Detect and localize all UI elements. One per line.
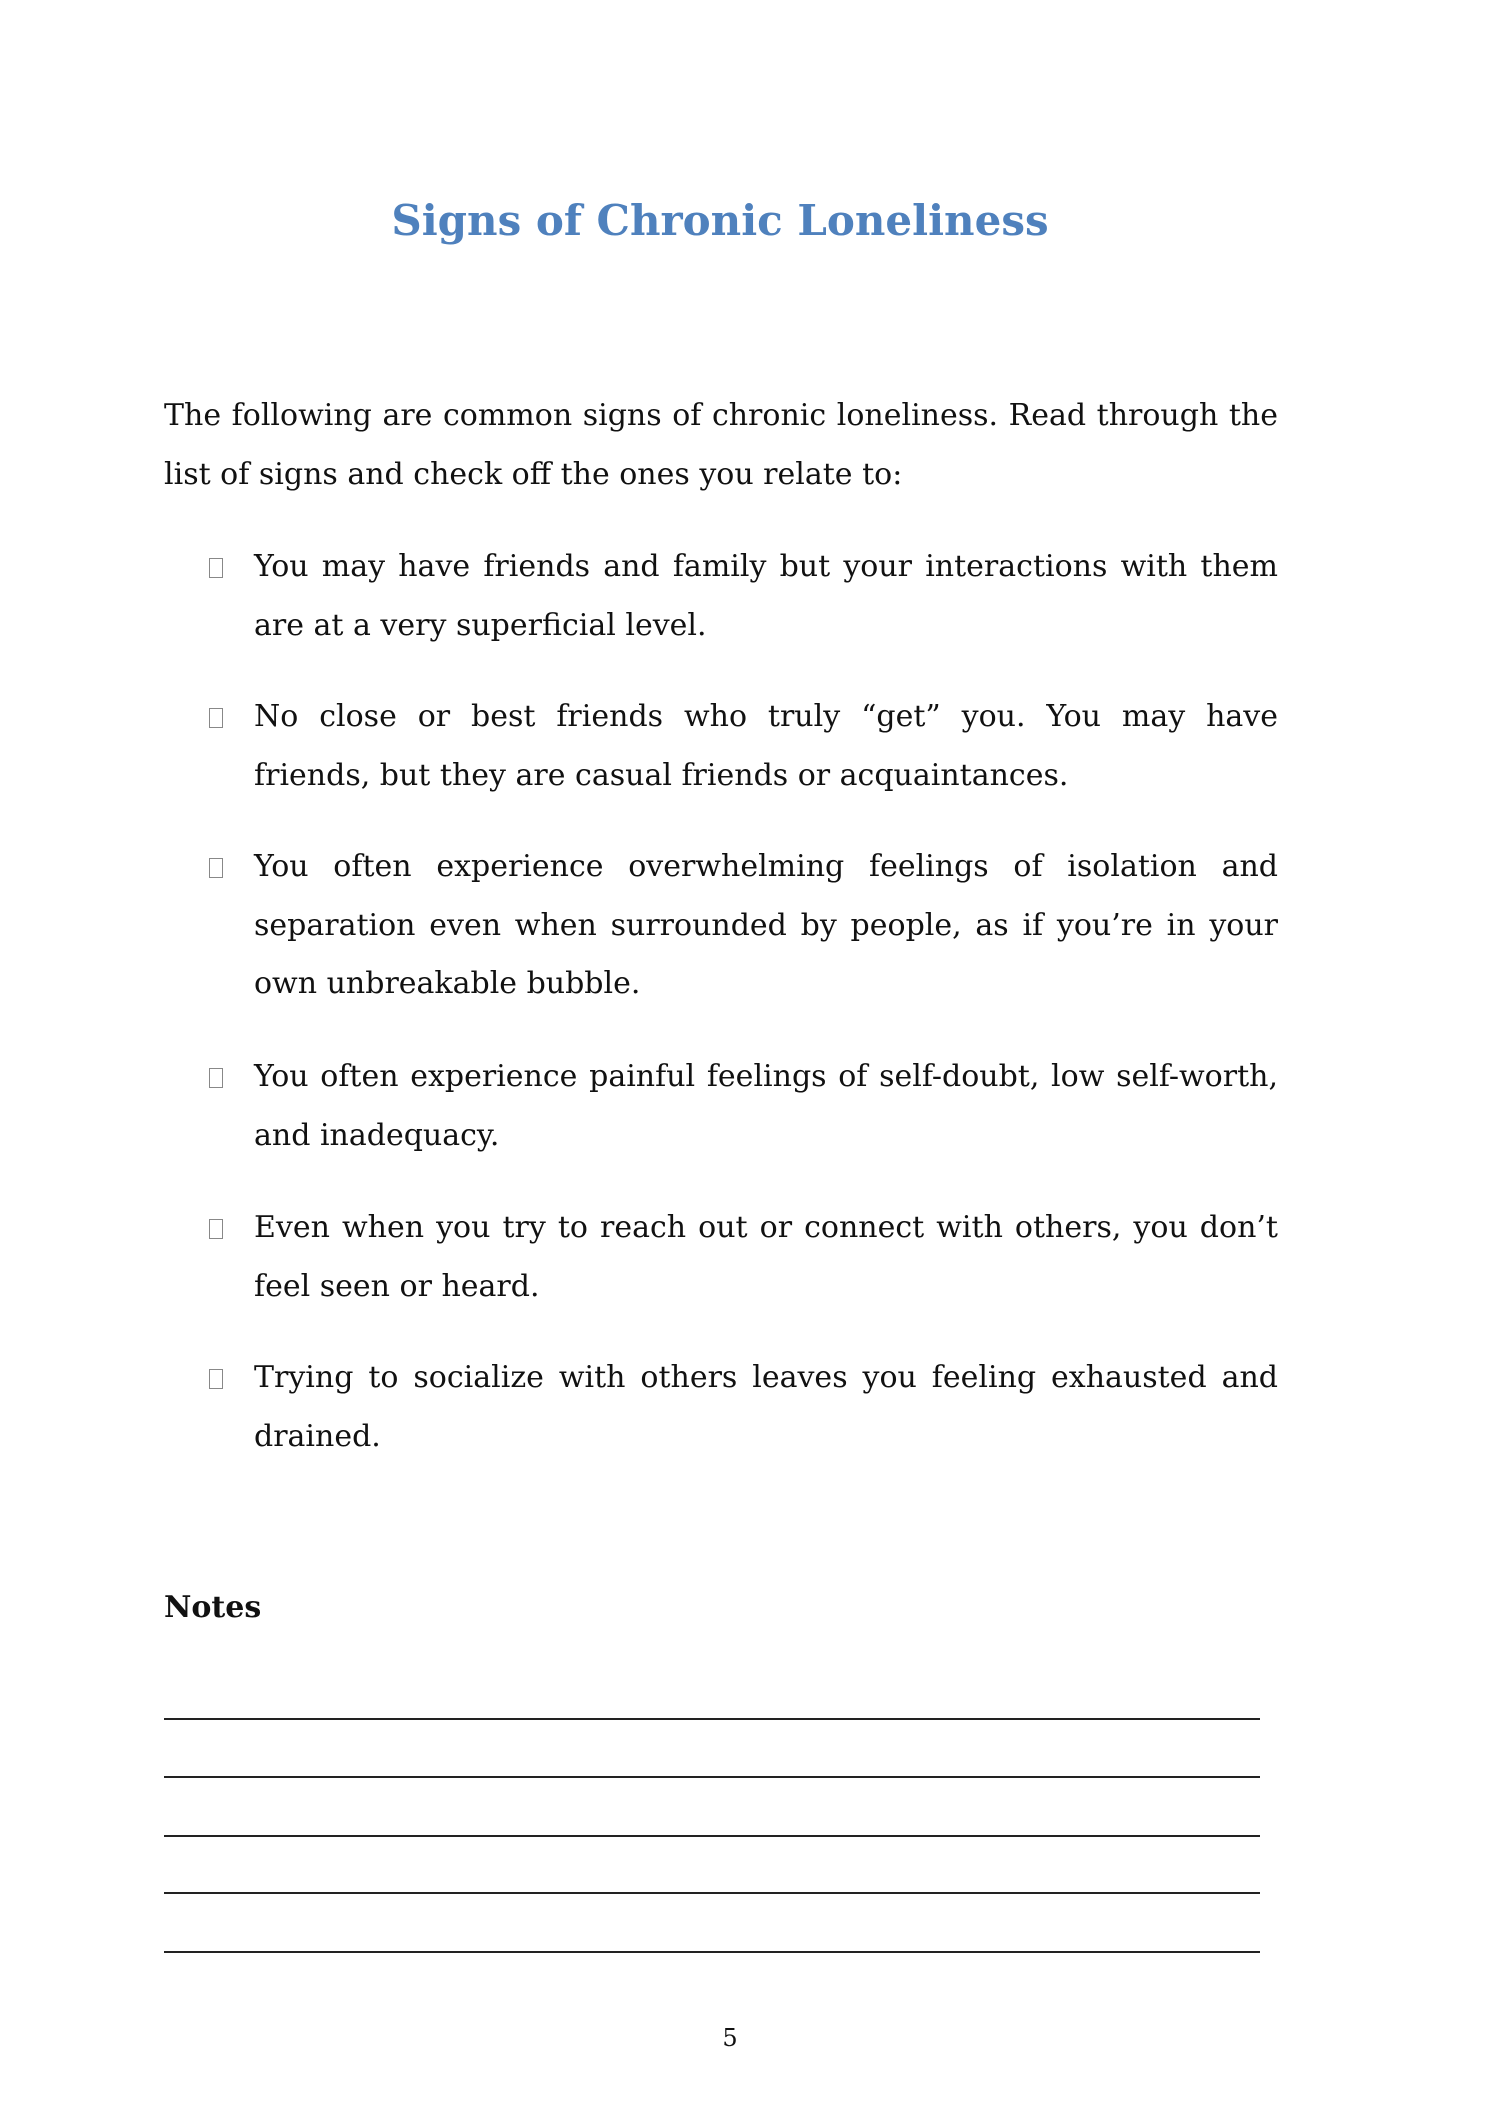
- notes-line[interactable]: [164, 1951, 1260, 1953]
- checkbox-icon[interactable]: [209, 1219, 223, 1239]
- notes-heading: Notes: [164, 1590, 262, 1625]
- page-title: Signs of Chronic Loneliness: [391, 196, 1049, 245]
- checklist-item-text: You often experience painful feelings of self-doubt, low self-worth, and inadequacy.: [254, 1059, 1278, 1153]
- checklist-item-text: No close or best friends who truly “get” you. You may have friends, but they are casual friends or acquaintances.: [254, 699, 1278, 793]
- checklist-item: [254, 1349, 1278, 1466]
- checkbox-icon[interactable]: [209, 708, 223, 728]
- checklist-item: [254, 1199, 1278, 1316]
- checklist-item: [254, 538, 1278, 655]
- checkbox-icon[interactable]: [209, 1068, 223, 1088]
- page-number: 5: [722, 2024, 738, 2052]
- notes-line[interactable]: [164, 1776, 1260, 1778]
- checklist-item: [254, 838, 1278, 1014]
- notes-line[interactable]: [164, 1718, 1260, 1720]
- checklist-item-text: You may have friends and family but your interactions with them are at a very superficial level.: [254, 549, 1278, 643]
- checkbox-icon[interactable]: [209, 1369, 223, 1389]
- notes-line[interactable]: [164, 1892, 1260, 1894]
- checkbox-icon[interactable]: [209, 858, 223, 878]
- checklist-item-text: Even when you try to reach out or connect with others, you don’t feel seen or heard.: [254, 1210, 1278, 1304]
- checklist-item-text: Trying to socialize with others leaves you feeling exhausted and drained.: [254, 1360, 1278, 1454]
- intro-paragraph: The following are common signs of chronic loneliness. Read through the list of signs and check off the ones you relate to:: [164, 398, 1278, 492]
- checklist-item-text: You often experience overwhelming feelings of isolation and separation even when surrounded by people, as if you’re in your own unbreakable bubble.: [254, 849, 1278, 1002]
- notes-line[interactable]: [164, 1835, 1260, 1837]
- checkbox-icon[interactable]: [209, 558, 223, 578]
- checklist-item: [254, 688, 1278, 805]
- checklist-item: [254, 1048, 1278, 1165]
